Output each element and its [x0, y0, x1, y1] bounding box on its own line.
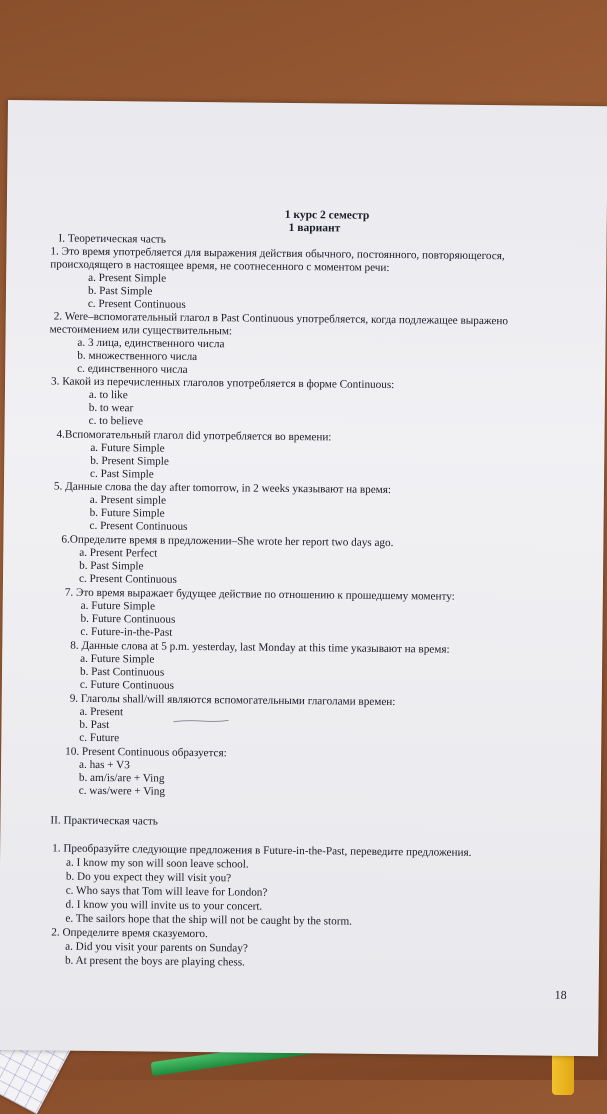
q7-option-b: b. Future Continuous [80, 612, 176, 626]
q1-option-b: b. Past Simple [87, 284, 153, 298]
page-number: 18 [554, 987, 567, 1002]
q1-option-c: c. Present Continuous [87, 297, 186, 311]
p2-q2-item-b: b. At present the boys are playing chess. [64, 954, 245, 969]
variant-heading: 1 вариант [288, 221, 341, 235]
p2-q1-text: 1. Преобразуйте следующие предложения в Future-in-the-Past, переведите предложения. [52, 842, 472, 859]
q5-option-b: b. Future Simple [89, 506, 165, 520]
q10-text: 10. Present Continuous образуется: [65, 745, 227, 760]
q4-option-c: c. Past Simple [90, 467, 154, 481]
document-body [0, 100, 607, 1056]
q2-option-b: b. множественного числа [77, 349, 198, 363]
q4-text: 4.Вспомогательный глагол did употребляется во времени: [56, 428, 332, 444]
q1-text: 1. Это время употребляется для выражения действия обычного, постоянного, повторяющегося, [50, 245, 505, 263]
q8-option-c: c. Future Continuous [79, 678, 175, 692]
q9-option-c: c. Future [79, 731, 120, 745]
part1-title: I. Теоретическая часть [58, 232, 166, 246]
q6-text: 6.Определите время в предложении–She wrote her report two days ago. [61, 533, 394, 550]
p2-q1-item-c: c. Who says that Tom will leave for London? [65, 884, 268, 899]
q3-option-a: a. to like [88, 388, 128, 402]
q1-option-a: a. Present Simple [88, 271, 167, 285]
q7-option-c: c. Future-in-the-Past [80, 625, 173, 639]
p2-q2-item-a: a. Did you visit your parents on Sunday? [65, 940, 248, 955]
part2-title: II. Практическая часть [50, 814, 158, 828]
q8-option-b: b. Past Continuous [79, 665, 165, 679]
q2-option-c: c. единственного числа [77, 362, 188, 376]
p2-q2-text: 2. Определите время сказуемого. [51, 926, 208, 941]
q5-text: 5. Данные слова the day after tomorrow, in 2 weeks указывают на время: [53, 480, 392, 497]
q9-text: 9. Глаголы shall/will являются вспомогательными глаголами времен: [69, 692, 396, 709]
exam-sheet [0, 100, 607, 1056]
q2-option-a: a. 3 лица, единственного числа [77, 336, 225, 351]
q10-option-b: b. am/is/are + Ving [78, 771, 165, 785]
p2-q1-item-a: a. I know my son will soon leave school. [65, 856, 249, 871]
q2-text-cont: местоимением или существительным: [49, 323, 233, 338]
p2-q1-item-e: e. The sailors hope that the ship will not be caught by the storm. [65, 912, 353, 928]
p2-q1-item-b: b. Do you expect they will visit you? [65, 870, 232, 885]
q2-text: 2. Were–вспомогательный глагол в Past Continuous употребляется, когда подлежащее выражено [53, 310, 509, 328]
q10-option-a: a. has + V3 [78, 758, 130, 772]
q7-option-a: a. Future Simple [80, 599, 156, 613]
q5-option-a: a. Present simple [89, 493, 167, 507]
q8-option-a: a. Future Simple [80, 652, 155, 666]
q6-option-a: a. Present Perfect [79, 546, 158, 560]
q5-option-c: c. Present Continuous [89, 519, 188, 533]
q3-text: 3. Какой из перечисленных глаголов употребляется в форме Continuous: [50, 375, 395, 392]
q9-option-a: a. Present [79, 705, 124, 719]
q4-option-a: a. Future Simple [90, 441, 165, 455]
q7-text: 7. Это время выражает будущее действие по отношению к прошедшему моменту: [64, 586, 455, 603]
q3-option-b: b. to wear [88, 401, 134, 415]
course-heading: 1 курс 2 семестр [284, 208, 370, 222]
q10-option-c: c. was/were + Ving [78, 784, 166, 798]
q3-option-c: c. to believe [88, 414, 144, 428]
q6-option-c: c. Present Continuous [78, 572, 177, 586]
q8-text: 8. Данные слова at 5 p.m. yesterday, last Monday at this time указывают на время: [70, 639, 450, 656]
p2-q1-item-d: d. I know you will invite us to your concert. [65, 898, 263, 913]
pencil-scribble [173, 718, 228, 725]
q6-option-b: b. Past Simple [79, 559, 144, 573]
q9-option-b: b. Past [79, 718, 110, 732]
q1-text-cont: происходящего в настоящее время, не соотнесенного с моментом речи: [50, 258, 390, 275]
q4-option-b: b. Present Simple [90, 454, 169, 468]
